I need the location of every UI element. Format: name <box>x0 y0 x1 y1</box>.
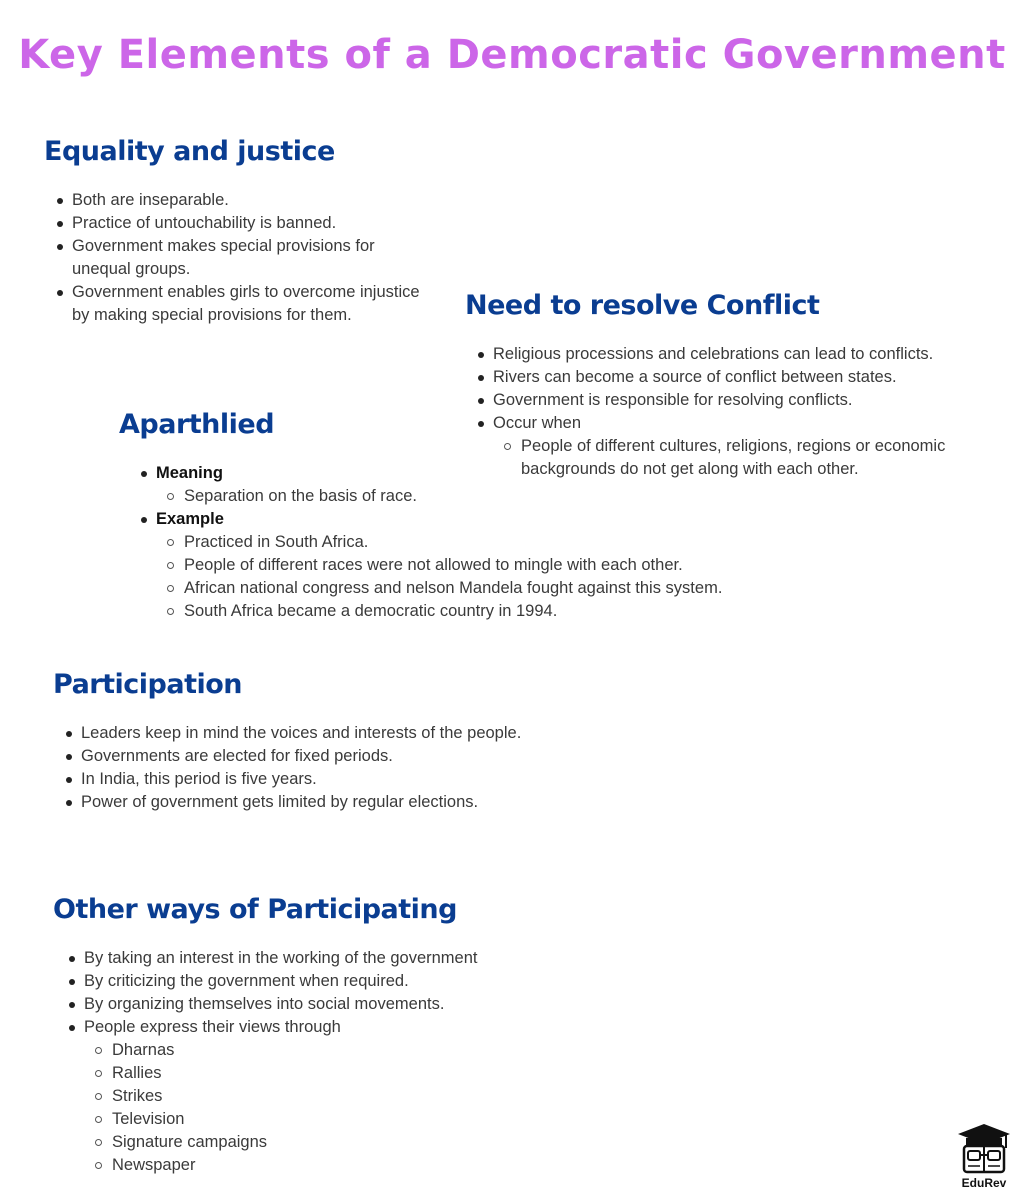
sub-list-item: Dharnas <box>94 1039 653 1062</box>
sub-list-item: South Africa became a democratic country in 1994. <box>166 600 759 623</box>
example-label: Example <box>156 510 224 528</box>
sub-list-item: Rallies <box>94 1062 653 1085</box>
sub-list-item: Television <box>94 1108 653 1131</box>
sub-list-item: Newspaper <box>94 1154 653 1177</box>
edurev-logo <box>952 1120 1016 1192</box>
list-item: Government enables girls to overcome injustice by making special provisions for them. <box>54 281 432 327</box>
list-item: Rivers can become a source of conflict between states. <box>475 366 985 389</box>
list-item: Religious processions and celebrations can lead to conflicts. <box>475 343 985 366</box>
meaning-label: Meaning <box>156 464 223 482</box>
list-item: Practice of untouchability is banned. <box>54 212 434 235</box>
logo-text: EduRev <box>961 1176 1007 1190</box>
sub-list-item: Practiced in South Africa. <box>166 531 759 554</box>
list-item: Power of government gets limited by regular elections. <box>63 791 653 814</box>
list-item: By taking an interest in the working of the government <box>66 947 653 970</box>
list-item-label: Occur when <box>493 414 582 432</box>
list-item: Government is responsible for resolving conflicts. <box>475 389 985 412</box>
list-item-label: People express their views through <box>84 1018 341 1036</box>
section-apartheid <box>119 408 759 623</box>
section-heading: Need to resolve Conflict <box>465 290 820 321</box>
sub-list-item: Signature campaigns <box>94 1131 653 1154</box>
list-item: By organizing themselves into social movements. <box>66 993 653 1016</box>
list-item: By criticizing the government when required. <box>66 970 653 993</box>
sub-list-item: People of different races were not allowed to mingle with each other. <box>166 554 759 577</box>
list-item: Both are inseparable. <box>54 189 434 212</box>
sub-list-item: African national congress and nelson Mandela fought against this system. <box>166 577 759 600</box>
section-equality <box>44 135 434 327</box>
section-participation <box>53 668 653 814</box>
list-item: In India, this period is five years. <box>63 768 653 791</box>
section-heading: Aparthlied <box>119 409 275 440</box>
list-item: Leaders keep in mind the voices and interests of the people. <box>63 722 653 745</box>
section-other-ways <box>53 893 653 1177</box>
list-item <box>138 462 759 508</box>
list-item: Governments are elected for fixed periods. <box>63 745 653 768</box>
sub-list-item: Separation on the basis of race. <box>166 485 759 508</box>
graduation-cap-book-icon <box>952 1120 1016 1176</box>
list-item <box>138 508 759 623</box>
list-item: Government makes special provisions for unequal groups. <box>54 235 392 281</box>
list-item <box>66 1016 653 1177</box>
sub-list-item: People of different cultures, religions, regions or economic backgrounds do not get along with each other. <box>503 435 961 481</box>
section-heading: Participation <box>53 669 242 700</box>
sub-list-item: Strikes <box>94 1085 653 1108</box>
section-heading: Equality and justice <box>44 136 335 167</box>
section-heading: Other ways of Participating <box>53 894 457 925</box>
page-title: Key Elements of a Democratic Government <box>18 32 1006 78</box>
